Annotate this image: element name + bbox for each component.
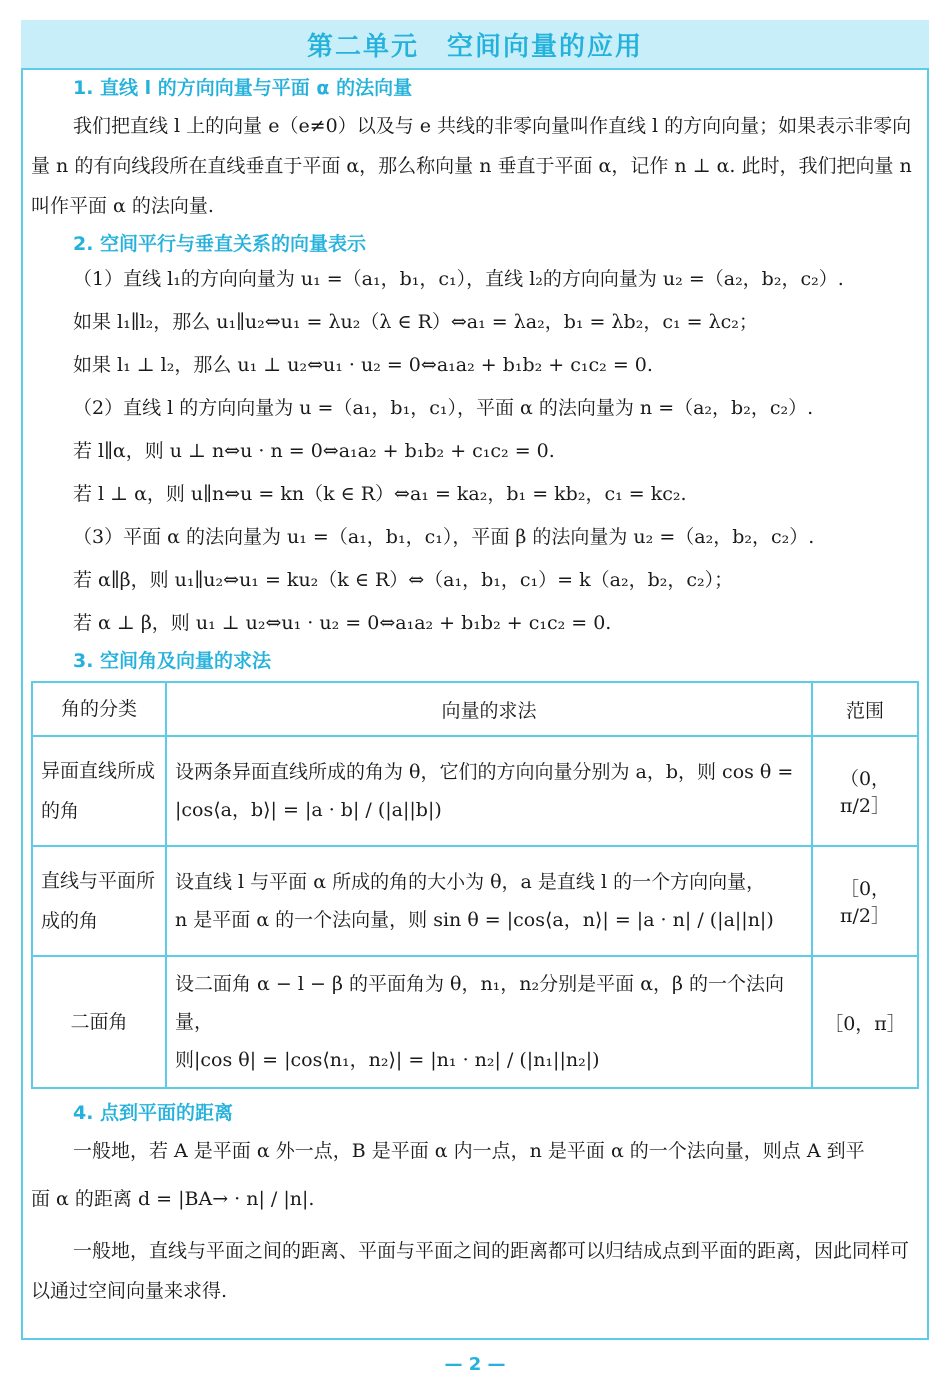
formula-line: （2）直线 l 的方向向量为 u =（a₁，b₁，c₁），平面 α 的法向量为 n =（a₂，b₂，c₂）.	[73, 397, 814, 419]
section-4-heading: 4. 点到平面的距离	[73, 1102, 234, 1124]
content	[31, 70, 919, 1311]
range-cell: （0，π/2］	[812, 736, 918, 846]
range-cell: ［0，π/2］	[812, 846, 918, 956]
angle-table	[31, 681, 919, 1089]
method-line: 设二面角 α − l − β 的平面角为 θ，n₁，n₂分别是平面 α，β 的一个法向量，	[175, 973, 785, 1033]
table-row	[32, 956, 918, 1088]
section-4-paragraph-2: 一般地，直线与平面之间的距离、平面与平面之间的距离都可以归结成点到平面的距离，因此同样可以通过空间向量来求得.	[31, 1240, 910, 1302]
formula-line: 如果 l₁∥l₂，那么 u₁∥u₂⇔u₁ = λu₂（λ ∈ R）⇔a₁ = λa₂，b₁ = λb₂，c₁ = λc₂；	[73, 311, 758, 333]
table-header-cell: 范围	[812, 682, 918, 736]
angle-type-cell: 直线与平面所成的角	[32, 846, 166, 956]
method-cell	[166, 956, 812, 1088]
formula-line: 若 α ⊥ β，则 u₁ ⊥ u₂⇔u₁ · u₂ = 0⇔a₁a₂ + b₁b₂ + c₁c₂ = 0.	[73, 612, 612, 634]
page-number: — 2 —	[444, 1354, 506, 1375]
range-cell: ［0，π］	[812, 956, 918, 1088]
angle-type-cell: 二面角	[32, 956, 166, 1088]
formula-line: 若 l ⊥ α，则 u∥n⇔u = kn（k ∈ R）⇔a₁ = ka₂，b₁ = kb₂，c₁ = kc₂.	[73, 483, 687, 505]
method-line: 则|cos θ| = |cos⟨n₁，n₂⟩| = |n₁ · n₂| / (|n₁||n₂|)	[175, 1049, 600, 1071]
method-line: n 是平面 α 的一个法向量，则 sin θ = |cos⟨a，n⟩| = |a · n| / (|a||n|)	[175, 909, 774, 931]
method-cell	[166, 736, 812, 846]
angle-type-cell: 异面直线所成的角	[32, 736, 166, 846]
section-1-paragraph: 我们把直线 l 上的向量 e（e≠0）以及与 e 共线的非零向量叫作直线 l 的方向向量；如果表示非零向量 n 的有向线段所在直线垂直于平面 α，那么称向量 n 垂直于平面 α，记作 n ⊥ α. 此时，我们把向量 n 叫作平面 α 的法向量.	[31, 115, 912, 217]
title-bar	[21, 20, 929, 70]
section-2-lines	[31, 258, 919, 645]
method-line: 设两条异面直线所成的角为 θ，它们的方向向量分别为 a，b，则 cos θ =	[175, 761, 794, 783]
section-3-heading: 3. 空间角及向量的求法	[73, 650, 272, 672]
method-line: 设直线 l 与平面 α 所成的角的大小为 θ，a 是直线 l 的一个方向向量，	[175, 871, 766, 893]
section-4-paragraph: 一般地，若 A 是平面 α 外一点，B 是平面 α 内一点，n 是平面 α 的一个法向量，则点 A 到平	[73, 1140, 865, 1162]
distance-formula: 面 α 的距离 d = |BA→ · n| / |n|.	[31, 1188, 315, 1210]
table-row	[32, 846, 918, 956]
table-row	[32, 736, 918, 846]
method-line: |cos⟨a，b⟩| = |a · b| / (|a||b|)	[175, 799, 442, 821]
formula-line: 若 l∥α，则 u ⊥ n⇔u · n = 0⇔a₁a₂ + b₁b₂ + c₁c₂ = 0.	[73, 440, 555, 462]
formula-line: 如果 l₁ ⊥ l₂，那么 u₁ ⊥ u₂⇔u₁ · u₂ = 0⇔a₁a₂ + b₁b₂ + c₁c₂ = 0.	[73, 354, 653, 376]
table-header-cell: 向量的求法	[166, 682, 812, 736]
section-1-heading: 1. 直线 l 的方向向量与平面 α 的法向量	[73, 77, 413, 99]
section-2-heading: 2. 空间平行与垂直关系的向量表示	[73, 233, 367, 255]
table-header-cell: 角的分类	[32, 682, 166, 736]
table-header-row	[32, 682, 918, 736]
formula-line: （1）直线 l₁的方向向量为 u₁ =（a₁，b₁，c₁），直线 l₂的方向向量为 u₂ =（a₂，b₂，c₂）.	[73, 268, 844, 290]
page-title: 第二单元 空间向量的应用	[306, 31, 643, 62]
formula-line: （3）平面 α 的法向量为 u₁ =（a₁，b₁，c₁），平面 β 的法向量为 u₂ =（a₂，b₂，c₂）.	[73, 526, 815, 548]
method-cell	[166, 846, 812, 956]
formula-line: 若 α∥β，则 u₁∥u₂⇔u₁ = ku₂（k ∈ R）⇔（a₁，b₁，c₁）= k（a₂，b₂，c₂）；	[73, 569, 734, 591]
